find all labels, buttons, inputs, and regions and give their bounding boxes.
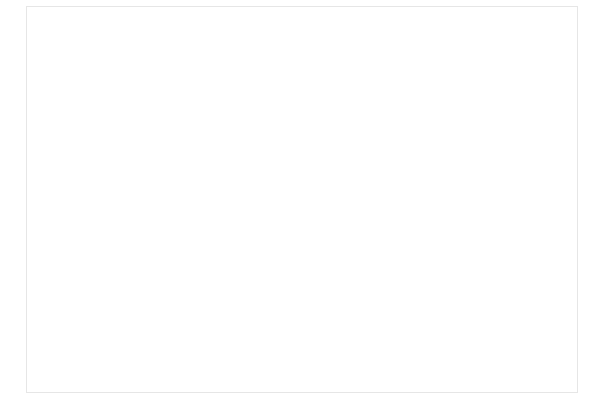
stamp-info-card: [26, 6, 578, 393]
emission-specs: [407, 35, 572, 57]
